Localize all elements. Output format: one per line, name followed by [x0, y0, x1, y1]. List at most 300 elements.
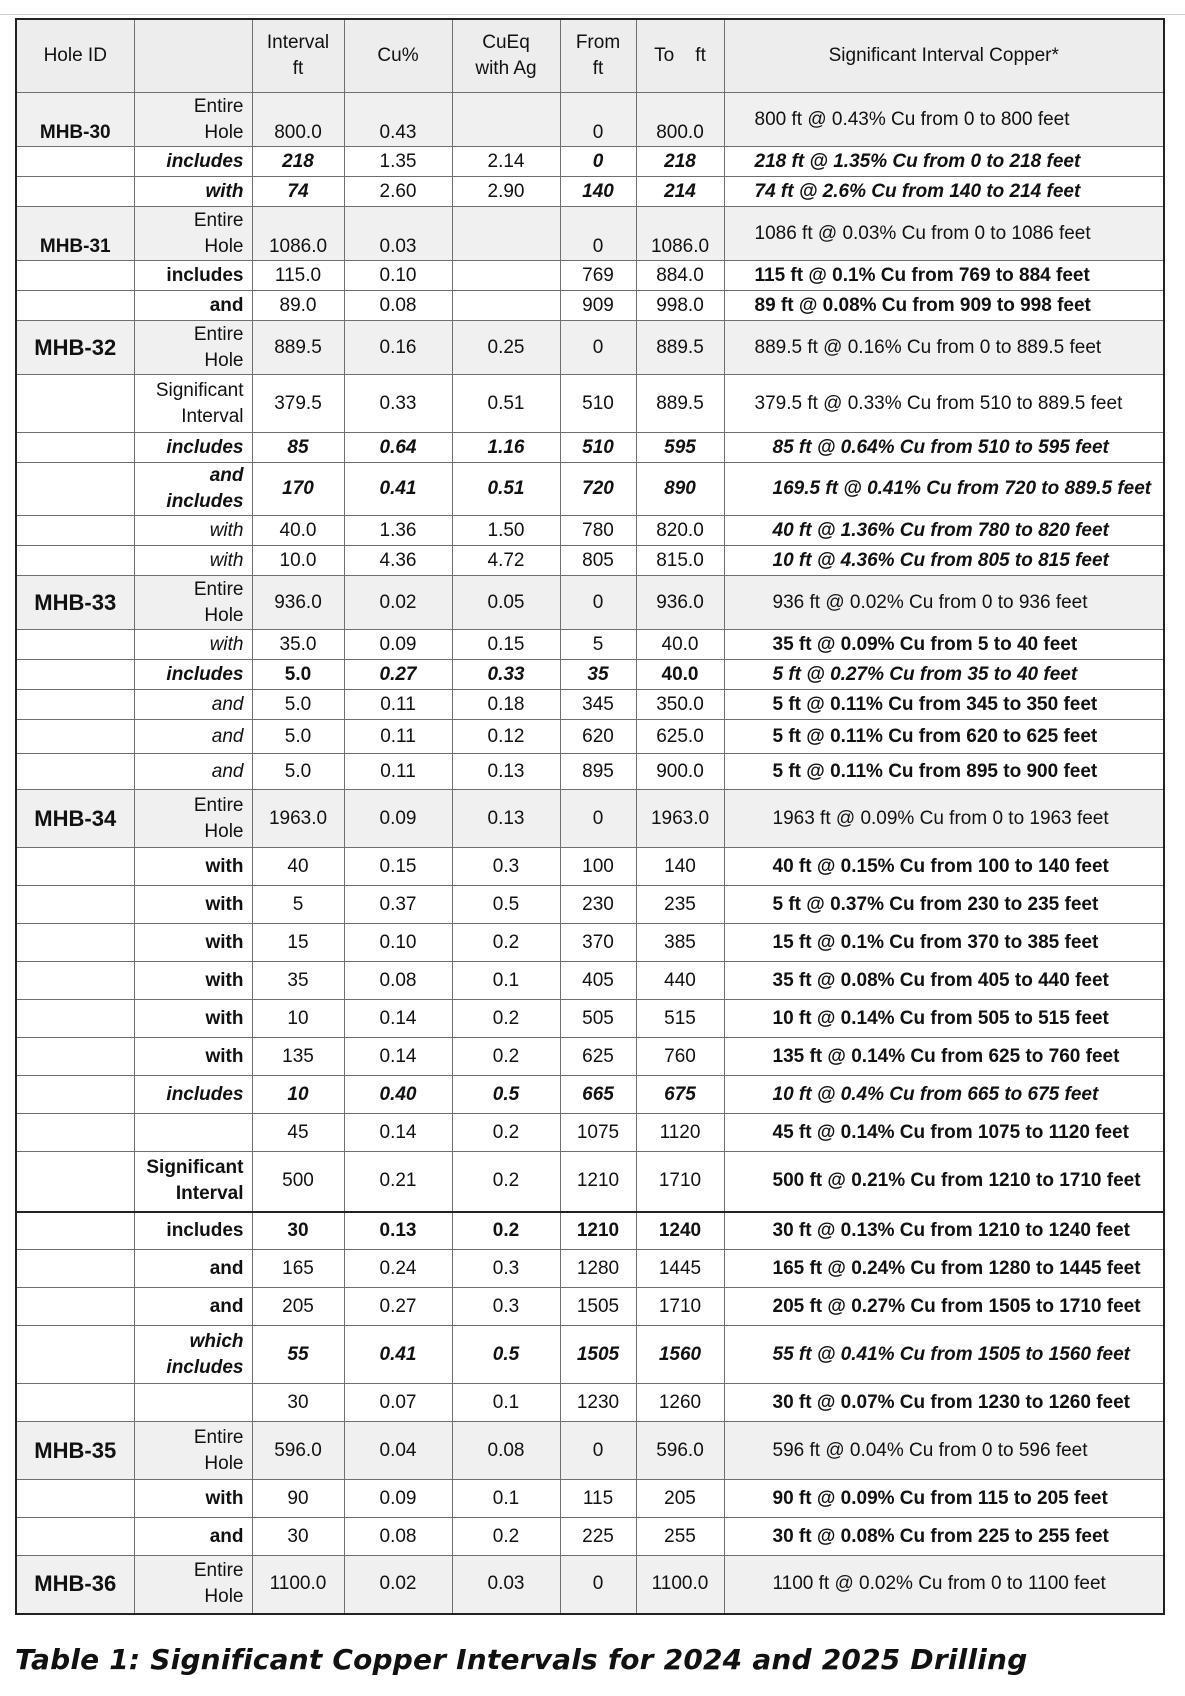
hole-id-cell: MHB-31	[16, 207, 134, 261]
from-cell: 225	[560, 1518, 636, 1556]
table-row	[16, 1000, 1164, 1038]
interval-cell: 165	[252, 1250, 344, 1288]
qualifier-cell: and includes	[134, 463, 252, 516]
description-cell: 1100 ft @ 0.02% Cu from 0 to 1100 feet	[724, 1556, 1164, 1614]
from-cell: 140	[560, 177, 636, 207]
cu-percent-cell: 0.15	[344, 848, 452, 886]
table-caption: Table 1: Significant Copper Intervals for 2024 and 2025 Drilling	[15, 1643, 1028, 1676]
hole-id-cell	[16, 754, 134, 790]
to-cell: 140	[636, 848, 724, 886]
table-row	[16, 516, 1164, 546]
to-cell: 820.0	[636, 516, 724, 546]
from-cell: 370	[560, 924, 636, 962]
from-cell: 1075	[560, 1114, 636, 1152]
qualifier-cell: with	[134, 886, 252, 924]
from-cell: 895	[560, 754, 636, 790]
from-cell: 0	[560, 147, 636, 177]
interval-cell: 218	[252, 147, 344, 177]
cueq-cell: 0.2	[452, 1038, 560, 1076]
from-cell: 100	[560, 848, 636, 886]
hole-id-cell	[16, 261, 134, 291]
qualifier-cell: with	[134, 924, 252, 962]
qualifier-cell: with	[134, 848, 252, 886]
interval-cell: 5.0	[252, 720, 344, 754]
interval-cell: 5.0	[252, 690, 344, 720]
table-row	[16, 1076, 1164, 1114]
hole-id-cell	[16, 463, 134, 516]
hole-id-cell	[16, 147, 134, 177]
from-cell: 0	[560, 1422, 636, 1480]
table-row	[16, 1152, 1164, 1212]
interval-cell: 500	[252, 1152, 344, 1212]
cueq-cell: 0.1	[452, 1480, 560, 1518]
results-table-container	[15, 18, 1163, 1615]
hole-id-cell	[16, 1076, 134, 1114]
description-cell: 10 ft @ 0.4% Cu from 665 to 675 feet	[724, 1076, 1164, 1114]
description-cell: 40 ft @ 1.36% Cu from 780 to 820 feet	[724, 516, 1164, 546]
interval-cell: 5	[252, 886, 344, 924]
interval-cell: 135	[252, 1038, 344, 1076]
qualifier-cell: and	[134, 720, 252, 754]
header-to: To ft	[636, 19, 724, 93]
cueq-cell: 0.51	[452, 463, 560, 516]
hole-id-cell	[16, 660, 134, 690]
description-cell: 5 ft @ 0.37% Cu from 230 to 235 feet	[724, 886, 1164, 924]
interval-cell: 889.5	[252, 321, 344, 375]
interval-cell: 5.0	[252, 660, 344, 690]
cu-percent-cell: 0.16	[344, 321, 452, 375]
cu-percent-cell: 0.41	[344, 463, 452, 516]
table-row	[16, 463, 1164, 516]
interval-cell: 89.0	[252, 291, 344, 321]
interval-cell: 74	[252, 177, 344, 207]
cu-percent-cell: 2.60	[344, 177, 452, 207]
cu-percent-cell: 0.14	[344, 1000, 452, 1038]
qualifier-cell: includes	[134, 261, 252, 291]
cu-percent-cell: 0.08	[344, 962, 452, 1000]
hole-id-cell: MHB-33	[16, 576, 134, 630]
qualifier-cell: Entire Hole	[134, 576, 252, 630]
from-cell: 0	[560, 790, 636, 848]
description-cell: 165 ft @ 0.24% Cu from 1280 to 1445 feet	[724, 1250, 1164, 1288]
header-hole-id: Hole ID	[16, 19, 134, 93]
qualifier-cell: with	[134, 516, 252, 546]
qualifier-cell: with	[134, 630, 252, 660]
table-row	[16, 261, 1164, 291]
qualifier-cell: includes	[134, 147, 252, 177]
description-cell: 379.5 ft @ 0.33% Cu from 510 to 889.5 feet	[724, 375, 1164, 433]
interval-cell: 35.0	[252, 630, 344, 660]
cu-percent-cell: 0.64	[344, 433, 452, 463]
cu-percent-cell: 1.36	[344, 516, 452, 546]
qualifier-cell: which includes	[134, 1326, 252, 1384]
to-cell: 625.0	[636, 720, 724, 754]
cu-percent-cell: 0.04	[344, 1422, 452, 1480]
hole-id-cell	[16, 720, 134, 754]
header-cueq: CuEq with Ag	[452, 19, 560, 93]
table-row	[16, 93, 1164, 147]
hole-id-cell	[16, 1250, 134, 1288]
header-qualifier	[134, 19, 252, 93]
to-cell: 1963.0	[636, 790, 724, 848]
cueq-cell: 0.18	[452, 690, 560, 720]
cu-percent-cell: 0.11	[344, 690, 452, 720]
from-cell: 909	[560, 291, 636, 321]
cueq-cell: 0.2	[452, 1518, 560, 1556]
table-body	[16, 93, 1164, 1614]
qualifier-cell: Entire Hole	[134, 1556, 252, 1614]
hole-id-cell	[16, 546, 134, 576]
to-cell: 235	[636, 886, 724, 924]
description-cell: 5 ft @ 0.27% Cu from 35 to 40 feet	[724, 660, 1164, 690]
interval-cell: 30	[252, 1518, 344, 1556]
interval-cell: 10	[252, 1000, 344, 1038]
interval-cell: 45	[252, 1114, 344, 1152]
description-cell: 55 ft @ 0.41% Cu from 1505 to 1560 feet	[724, 1326, 1164, 1384]
from-cell: 720	[560, 463, 636, 516]
interval-cell: 1100.0	[252, 1556, 344, 1614]
table-row	[16, 375, 1164, 433]
cu-percent-cell: 0.10	[344, 924, 452, 962]
cueq-cell: 0.51	[452, 375, 560, 433]
interval-cell: 936.0	[252, 576, 344, 630]
from-cell: 5	[560, 630, 636, 660]
description-cell: 10 ft @ 4.36% Cu from 805 to 815 feet	[724, 546, 1164, 576]
cu-percent-cell: 0.11	[344, 754, 452, 790]
cueq-cell: 0.5	[452, 1326, 560, 1384]
hole-id-cell	[16, 1384, 134, 1422]
qualifier-cell: and	[134, 754, 252, 790]
to-cell: 1120	[636, 1114, 724, 1152]
interval-cell: 205	[252, 1288, 344, 1326]
qualifier-cell: with	[134, 1000, 252, 1038]
to-cell: 1100.0	[636, 1556, 724, 1614]
hole-id-cell: MHB-34	[16, 790, 134, 848]
hole-id-cell	[16, 1518, 134, 1556]
cueq-cell: 0.1	[452, 1384, 560, 1422]
qualifier-cell: Entire Hole	[134, 321, 252, 375]
cueq-cell: 0.5	[452, 1076, 560, 1114]
description-cell: 30 ft @ 0.07% Cu from 1230 to 1260 feet	[724, 1384, 1164, 1422]
from-cell: 405	[560, 962, 636, 1000]
to-cell: 998.0	[636, 291, 724, 321]
interval-cell: 115.0	[252, 261, 344, 291]
table-row	[16, 924, 1164, 962]
to-cell: 900.0	[636, 754, 724, 790]
to-cell: 255	[636, 1518, 724, 1556]
description-cell: 135 ft @ 0.14% Cu from 625 to 760 feet	[724, 1038, 1164, 1076]
cueq-cell: 0.3	[452, 848, 560, 886]
description-cell: 40 ft @ 0.15% Cu from 100 to 140 feet	[724, 848, 1164, 886]
qualifier-cell	[134, 1384, 252, 1422]
from-cell: 0	[560, 321, 636, 375]
description-cell: 35 ft @ 0.09% Cu from 5 to 40 feet	[724, 630, 1164, 660]
cu-percent-cell: 0.09	[344, 1480, 452, 1518]
interval-cell: 55	[252, 1326, 344, 1384]
table-row	[16, 720, 1164, 754]
cueq-cell: 0.2	[452, 1114, 560, 1152]
interval-cell: 1963.0	[252, 790, 344, 848]
from-cell: 115	[560, 1480, 636, 1518]
cueq-cell: 0.13	[452, 790, 560, 848]
table-row	[16, 291, 1164, 321]
from-cell: 625	[560, 1038, 636, 1076]
qualifier-cell: includes	[134, 1076, 252, 1114]
from-cell: 1210	[560, 1152, 636, 1212]
cu-percent-cell: 0.11	[344, 720, 452, 754]
to-cell: 936.0	[636, 576, 724, 630]
from-cell: 0	[560, 576, 636, 630]
cu-percent-cell: 0.08	[344, 291, 452, 321]
interval-cell: 90	[252, 1480, 344, 1518]
description-cell: 218 ft @ 1.35% Cu from 0 to 218 feet	[724, 147, 1164, 177]
to-cell: 800.0	[636, 93, 724, 147]
qualifier-cell: with	[134, 1038, 252, 1076]
description-cell: 5 ft @ 0.11% Cu from 345 to 350 feet	[724, 690, 1164, 720]
cueq-cell: 0.1	[452, 962, 560, 1000]
hole-id-cell	[16, 375, 134, 433]
to-cell: 890	[636, 463, 724, 516]
to-cell: 889.5	[636, 321, 724, 375]
qualifier-cell: and	[134, 291, 252, 321]
copper-intervals-table	[15, 18, 1165, 1615]
interval-cell: 800.0	[252, 93, 344, 147]
table-row	[16, 962, 1164, 1000]
description-cell: 1963 ft @ 0.09% Cu from 0 to 1963 feet	[724, 790, 1164, 848]
from-cell: 510	[560, 375, 636, 433]
cueq-cell: 0.3	[452, 1250, 560, 1288]
table-row	[16, 1250, 1164, 1288]
to-cell: 595	[636, 433, 724, 463]
cu-percent-cell: 0.27	[344, 1288, 452, 1326]
cu-percent-cell: 0.43	[344, 93, 452, 147]
cu-percent-cell: 1.35	[344, 147, 452, 177]
qualifier-cell: and	[134, 1250, 252, 1288]
qualifier-cell: Entire Hole	[134, 1422, 252, 1480]
qualifier-cell: includes	[134, 433, 252, 463]
from-cell: 769	[560, 261, 636, 291]
cueq-cell	[452, 207, 560, 261]
qualifier-cell: Entire Hole	[134, 790, 252, 848]
qualifier-cell: includes	[134, 1212, 252, 1250]
to-cell: 815.0	[636, 546, 724, 576]
cu-percent-cell: 0.09	[344, 630, 452, 660]
cueq-cell: 0.33	[452, 660, 560, 690]
description-cell: 500 ft @ 0.21% Cu from 1210 to 1710 feet	[724, 1152, 1164, 1212]
to-cell: 675	[636, 1076, 724, 1114]
hole-id-cell	[16, 516, 134, 546]
cu-percent-cell: 0.09	[344, 790, 452, 848]
from-cell: 1280	[560, 1250, 636, 1288]
hole-id-cell	[16, 690, 134, 720]
to-cell: 40.0	[636, 630, 724, 660]
table-row	[16, 576, 1164, 630]
from-cell: 0	[560, 1556, 636, 1614]
cueq-cell: 0.13	[452, 754, 560, 790]
qualifier-cell: includes	[134, 660, 252, 690]
qualifier-cell: and	[134, 690, 252, 720]
to-cell: 515	[636, 1000, 724, 1038]
cueq-cell: 0.2	[452, 1212, 560, 1250]
table-row	[16, 177, 1164, 207]
interval-cell: 15	[252, 924, 344, 962]
description-cell: 936 ft @ 0.02% Cu from 0 to 936 feet	[724, 576, 1164, 630]
cu-percent-cell: 4.36	[344, 546, 452, 576]
hole-id-cell	[16, 1326, 134, 1384]
hole-id-cell	[16, 1288, 134, 1326]
table-row	[16, 660, 1164, 690]
from-cell: 1210	[560, 1212, 636, 1250]
hole-id-cell	[16, 177, 134, 207]
from-cell: 1230	[560, 1384, 636, 1422]
table-row	[16, 1556, 1164, 1614]
hole-id-cell	[16, 630, 134, 660]
description-cell: 74 ft @ 2.6% Cu from 140 to 214 feet	[724, 177, 1164, 207]
to-cell: 1086.0	[636, 207, 724, 261]
to-cell: 40.0	[636, 660, 724, 690]
table-row	[16, 147, 1164, 177]
hole-id-cell: MHB-30	[16, 93, 134, 147]
hole-id-cell	[16, 1114, 134, 1152]
cu-percent-cell: 0.27	[344, 660, 452, 690]
interval-cell: 596.0	[252, 1422, 344, 1480]
cu-percent-cell: 0.40	[344, 1076, 452, 1114]
description-cell: 115 ft @ 0.1% Cu from 769 to 884 feet	[724, 261, 1164, 291]
header-significant-interval: Significant Interval Copper*	[724, 19, 1164, 93]
from-cell: 0	[560, 207, 636, 261]
cueq-cell: 0.5	[452, 886, 560, 924]
page-top-edge	[0, 0, 1185, 15]
interval-cell: 1086.0	[252, 207, 344, 261]
description-cell: 596 ft @ 0.04% Cu from 0 to 596 feet	[724, 1422, 1164, 1480]
table-row	[16, 886, 1164, 924]
hole-id-cell	[16, 886, 134, 924]
cu-percent-cell: 0.37	[344, 886, 452, 924]
cueq-cell: 0.2	[452, 924, 560, 962]
interval-cell: 5.0	[252, 754, 344, 790]
from-cell: 1505	[560, 1288, 636, 1326]
cu-percent-cell: 0.02	[344, 1556, 452, 1614]
cueq-cell: 1.16	[452, 433, 560, 463]
description-cell: 89 ft @ 0.08% Cu from 909 to 998 feet	[724, 291, 1164, 321]
table-row	[16, 546, 1164, 576]
interval-cell: 10	[252, 1076, 344, 1114]
cu-percent-cell: 0.07	[344, 1384, 452, 1422]
from-cell: 1505	[560, 1326, 636, 1384]
cu-percent-cell: 0.10	[344, 261, 452, 291]
to-cell: 596.0	[636, 1422, 724, 1480]
hole-id-cell: MHB-35	[16, 1422, 134, 1480]
description-cell: 5 ft @ 0.11% Cu from 620 to 625 feet	[724, 720, 1164, 754]
to-cell: 440	[636, 962, 724, 1000]
from-cell: 510	[560, 433, 636, 463]
description-cell: 45 ft @ 0.14% Cu from 1075 to 1120 feet	[724, 1114, 1164, 1152]
from-cell: 345	[560, 690, 636, 720]
qualifier-cell: and	[134, 1518, 252, 1556]
cueq-cell: 2.14	[452, 147, 560, 177]
to-cell: 760	[636, 1038, 724, 1076]
cueq-cell: 0.03	[452, 1556, 560, 1614]
hole-id-cell	[16, 1038, 134, 1076]
qualifier-cell: Entire Hole	[134, 93, 252, 147]
from-cell: 805	[560, 546, 636, 576]
description-cell: 15 ft @ 0.1% Cu from 370 to 385 feet	[724, 924, 1164, 962]
from-cell: 780	[560, 516, 636, 546]
cu-percent-cell: 0.14	[344, 1114, 452, 1152]
interval-cell: 10.0	[252, 546, 344, 576]
qualifier-cell: with	[134, 546, 252, 576]
cu-percent-cell: 0.24	[344, 1250, 452, 1288]
interval-cell: 30	[252, 1212, 344, 1250]
description-cell: 35 ft @ 0.08% Cu from 405 to 440 feet	[724, 962, 1164, 1000]
cu-percent-cell: 0.13	[344, 1212, 452, 1250]
from-cell: 35	[560, 660, 636, 690]
cueq-cell: 0.3	[452, 1288, 560, 1326]
table-row	[16, 1480, 1164, 1518]
interval-cell: 40.0	[252, 516, 344, 546]
cueq-cell	[452, 291, 560, 321]
cueq-cell	[452, 261, 560, 291]
to-cell: 1710	[636, 1288, 724, 1326]
interval-cell: 30	[252, 1384, 344, 1422]
table-row	[16, 321, 1164, 375]
cu-percent-cell: 0.14	[344, 1038, 452, 1076]
qualifier-cell: Significant Interval	[134, 375, 252, 433]
table-row	[16, 690, 1164, 720]
cueq-cell: 0.08	[452, 1422, 560, 1480]
hole-id-cell	[16, 848, 134, 886]
cueq-cell: 4.72	[452, 546, 560, 576]
table-row	[16, 1212, 1164, 1250]
cueq-cell: 0.12	[452, 720, 560, 754]
from-cell: 0	[560, 93, 636, 147]
table-row	[16, 630, 1164, 660]
header-cu-percent: Cu%	[344, 19, 452, 93]
cueq-cell: 0.2	[452, 1152, 560, 1212]
to-cell: 884.0	[636, 261, 724, 291]
qualifier-cell: Entire Hole	[134, 207, 252, 261]
hole-id-cell: MHB-32	[16, 321, 134, 375]
from-cell: 505	[560, 1000, 636, 1038]
to-cell: 1560	[636, 1326, 724, 1384]
description-cell: 800 ft @ 0.43% Cu from 0 to 800 feet	[724, 93, 1164, 147]
hole-id-cell	[16, 1212, 134, 1250]
hole-id-cell	[16, 1480, 134, 1518]
table-row	[16, 1288, 1164, 1326]
cueq-cell: 0.2	[452, 1000, 560, 1038]
qualifier-cell: with	[134, 962, 252, 1000]
description-cell: 10 ft @ 0.14% Cu from 505 to 515 feet	[724, 1000, 1164, 1038]
cu-percent-cell: 0.21	[344, 1152, 452, 1212]
qualifier-cell: and	[134, 1288, 252, 1326]
hole-id-cell: MHB-36	[16, 1556, 134, 1614]
to-cell: 205	[636, 1480, 724, 1518]
from-cell: 620	[560, 720, 636, 754]
hole-id-cell	[16, 924, 134, 962]
cu-percent-cell: 0.08	[344, 1518, 452, 1556]
cueq-cell: 0.05	[452, 576, 560, 630]
to-cell: 214	[636, 177, 724, 207]
qualifier-cell: Significant Interval	[134, 1152, 252, 1212]
to-cell: 889.5	[636, 375, 724, 433]
description-cell: 30 ft @ 0.08% Cu from 225 to 255 feet	[724, 1518, 1164, 1556]
cu-percent-cell: 0.33	[344, 375, 452, 433]
table-row	[16, 848, 1164, 886]
description-cell: 1086 ft @ 0.03% Cu from 0 to 1086 feet	[724, 207, 1164, 261]
description-cell: 85 ft @ 0.64% Cu from 510 to 595 feet	[724, 433, 1164, 463]
cueq-cell	[452, 93, 560, 147]
from-cell: 230	[560, 886, 636, 924]
